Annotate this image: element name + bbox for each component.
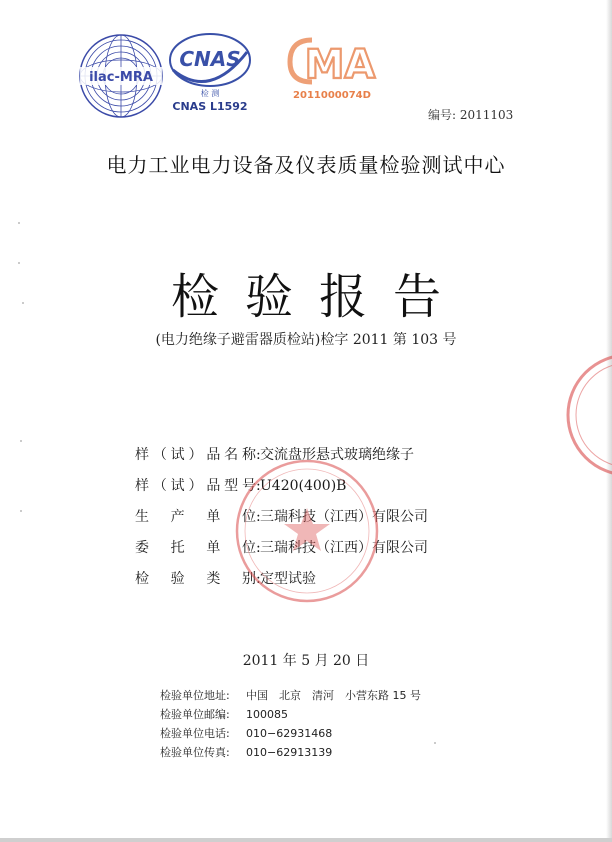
- field-label: 样（试）品名称: [135, 447, 256, 463]
- scan-speck: [20, 510, 22, 512]
- field-row-manufacturer: 生 产 单 位:三瑞科技（江西）有限公司: [135, 502, 428, 533]
- report-date: 2011 年 5 月 20 日: [242, 653, 370, 669]
- cnas-text: CNAS: [179, 47, 241, 71]
- ilac-mra-logo: [78, 33, 164, 119]
- edge-seal: [558, 350, 612, 480]
- cma-logo: [282, 32, 382, 102]
- scan-speck: [20, 440, 22, 442]
- contact-label: 检验单位地址:: [160, 689, 230, 702]
- contact-value: 010−62913139: [246, 746, 333, 759]
- scan-speck: [18, 262, 20, 264]
- field-label: 生 产 单 位: [135, 509, 256, 525]
- contact-fax: [160, 743, 421, 762]
- field-value: 三瑞科技（江西）有限公司: [260, 509, 428, 525]
- contact-info: [160, 686, 421, 762]
- contact-label: 检验单位电话:: [160, 727, 230, 740]
- contact-value: 100085: [246, 708, 288, 721]
- contact-address: [160, 686, 421, 705]
- contact-label: 检验单位传真:: [160, 746, 230, 759]
- field-value: 定型试验: [260, 571, 316, 587]
- field-value: 三瑞科技（江西）有限公司: [260, 540, 428, 556]
- field-label: 检 验 类 别: [135, 571, 256, 587]
- center-name: 电力工业电力设备及仪表质量检验测试中心: [106, 153, 506, 177]
- contact-label: 检验单位邮编:: [160, 708, 230, 721]
- inspection-stamp: [232, 456, 382, 606]
- contact-value: 中国 北京 清河 小营东路 15 号: [246, 689, 421, 702]
- contact-postcode: [160, 705, 421, 724]
- scan-speck: [18, 222, 20, 224]
- serial-number: 编号: 2011103: [428, 108, 514, 122]
- cma-text: MA: [304, 42, 376, 88]
- field-value: U420(400)B: [260, 478, 347, 494]
- cnas-sub-text: 检 测: [200, 89, 220, 98]
- cnas-code: CNAS L1592: [172, 100, 248, 113]
- field-row-sample-name: 样（试）品名称:交流盘形悬式玻璃绝缘子: [135, 440, 428, 471]
- report-title: 检验报告: [170, 269, 467, 325]
- contact-phone: [160, 724, 421, 743]
- scan-speck: [434, 742, 436, 744]
- contact-value: 010−62931468: [246, 727, 333, 740]
- serial-value: 2011103: [459, 108, 514, 122]
- serial-label: 编号: [428, 108, 453, 122]
- cnas-logo: [165, 30, 255, 114]
- scan-speck: [22, 302, 24, 304]
- field-row-sample-model: 样（试）品型号:U420(400)B: [135, 471, 428, 502]
- field-label: 委 托 单 位: [135, 540, 256, 556]
- field-row-client: 委 托 单 位:三瑞科技（江西）有限公司: [135, 533, 428, 564]
- field-label: 样（试）品型号: [135, 478, 256, 494]
- cma-code: 2011000074D: [293, 90, 371, 101]
- ilac-mra-text: ilac-MRA: [89, 70, 153, 85]
- report-number: (电力绝缘子避雷器质检站)检字 2011 第 103 号: [155, 332, 457, 348]
- field-value: 交流盘形悬式玻璃绝缘子: [260, 447, 414, 463]
- field-row-test-type: 检 验 类 别:定型试验: [135, 564, 428, 595]
- page-edge-bottom: [0, 838, 612, 842]
